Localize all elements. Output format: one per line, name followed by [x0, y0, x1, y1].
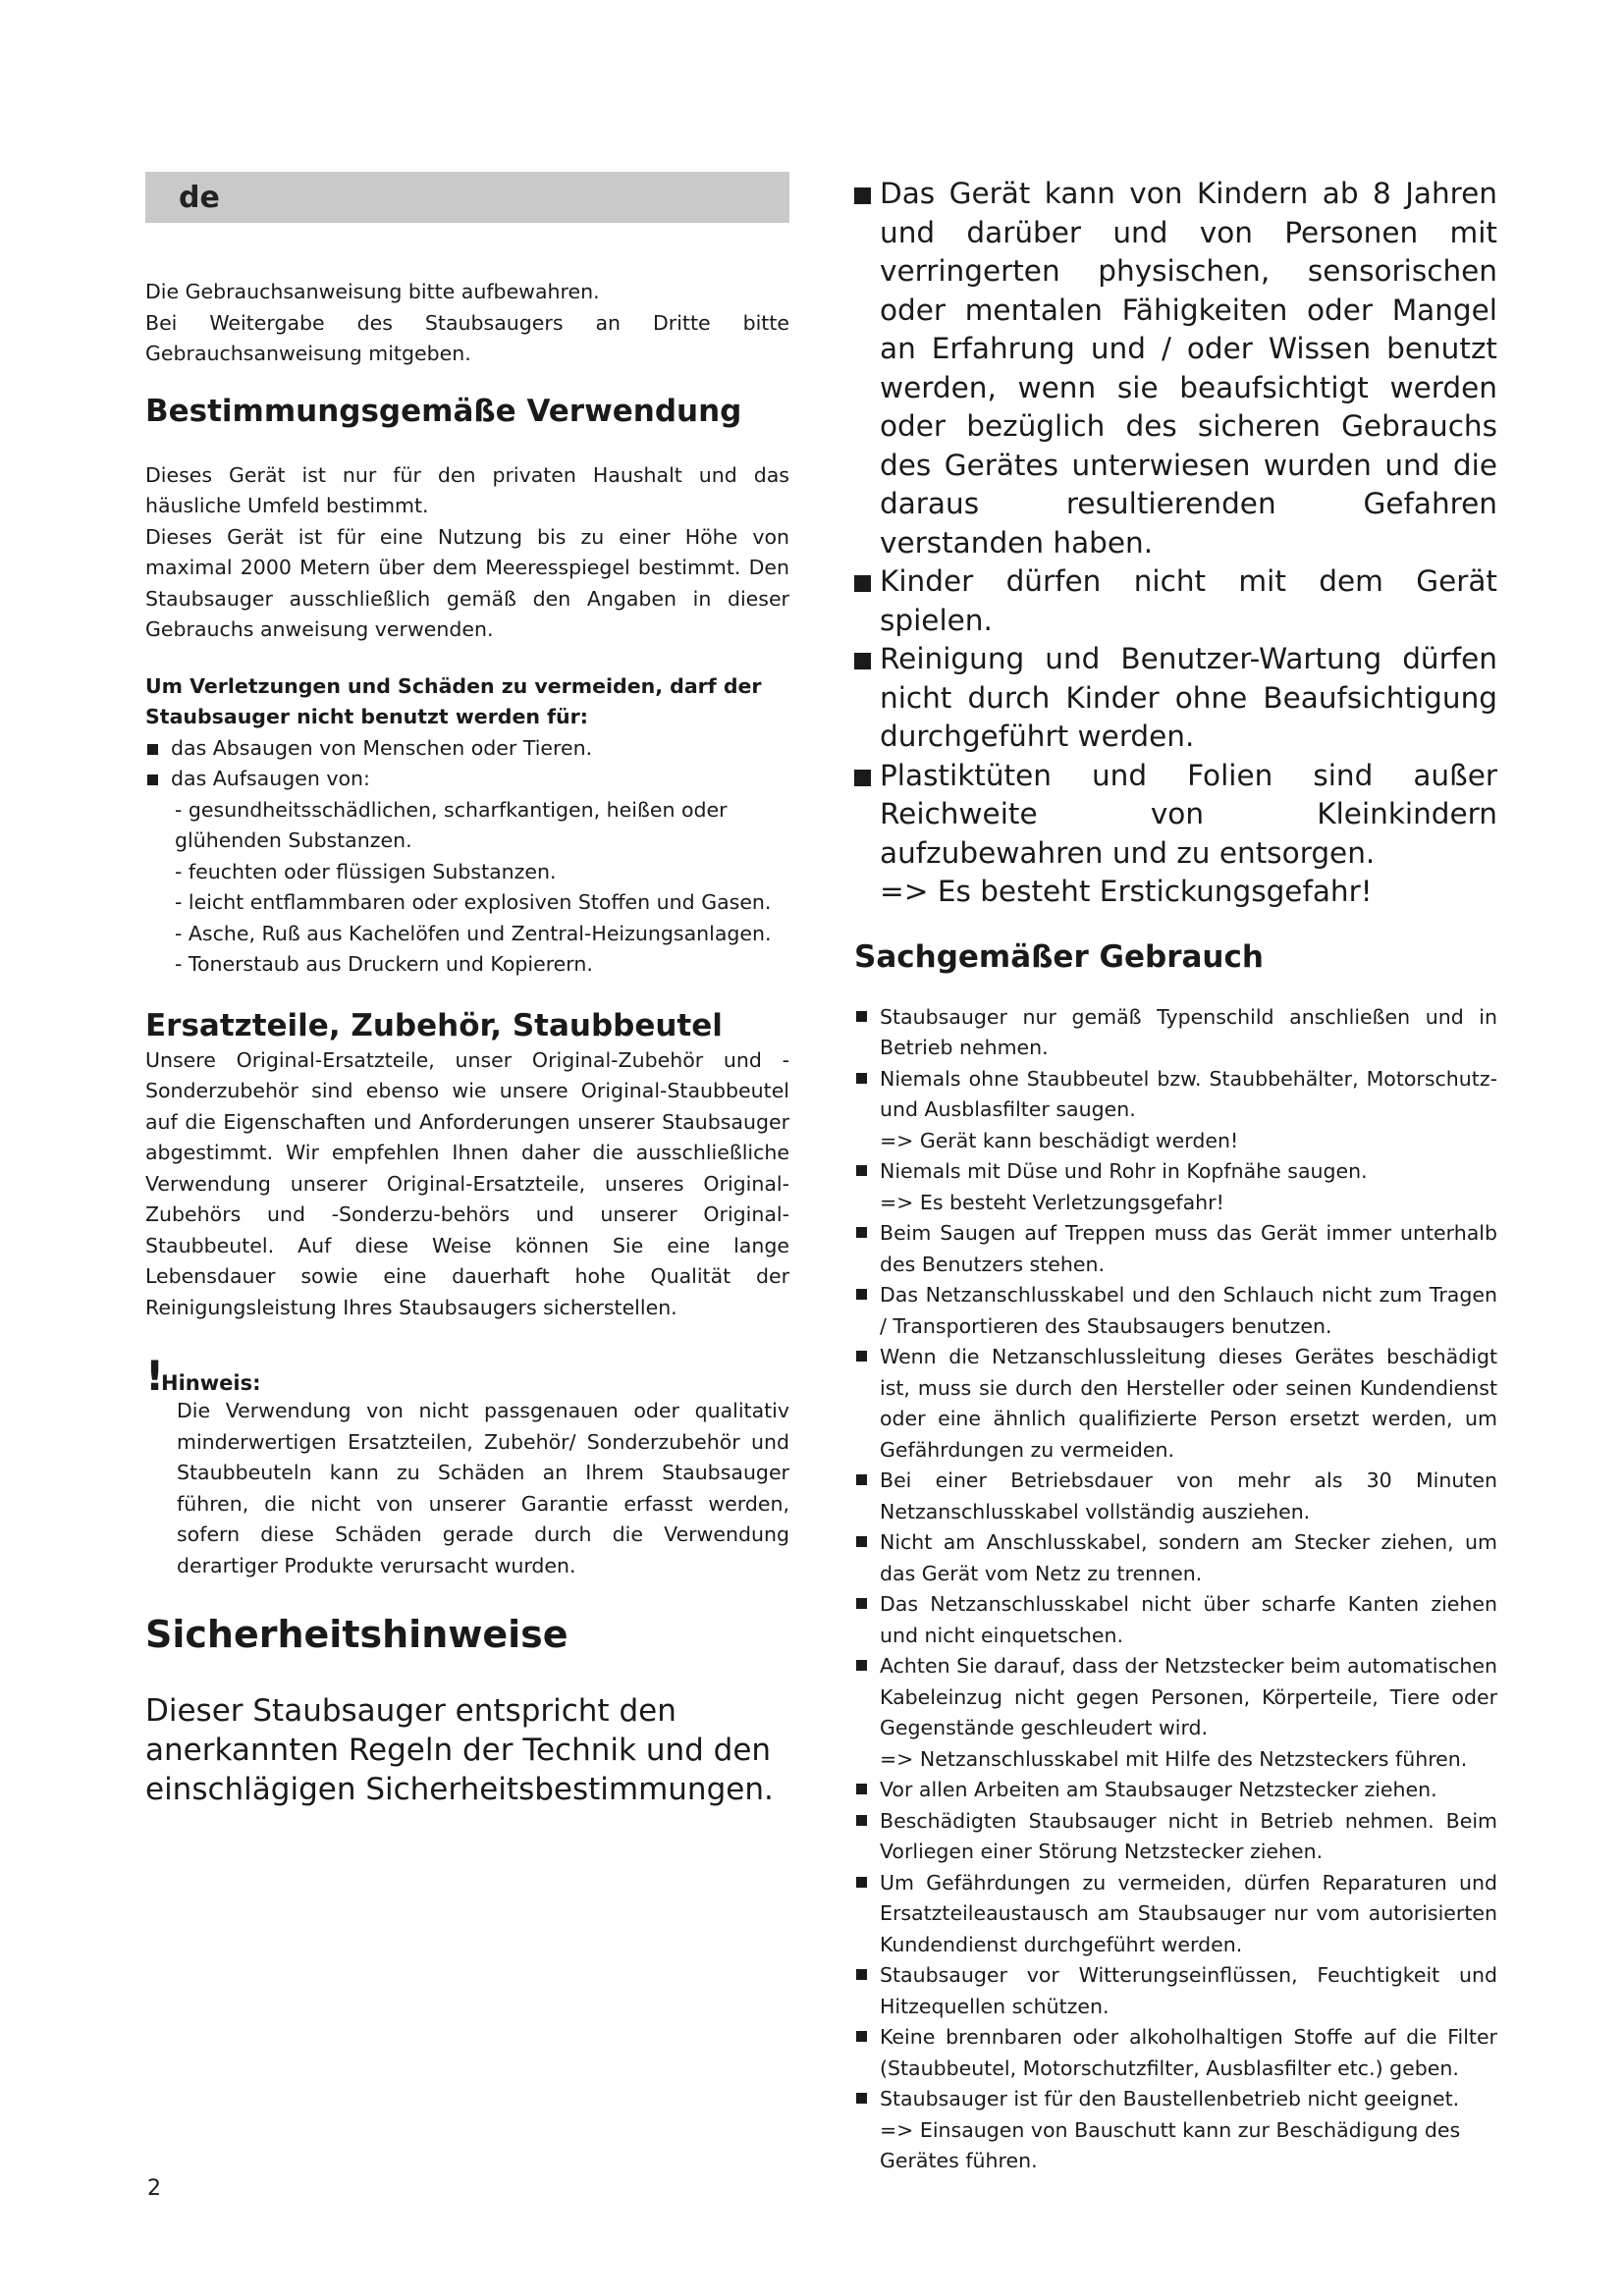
section-title-safety: Sicherheitshinweise [145, 1613, 568, 1656]
list-item [854, 1342, 1497, 1466]
list-item [854, 1064, 1497, 1157]
note-text: Die Verwendung von nicht passgenauen oder qualitativ minderwertigen Ersatzteilen, Zubehör/ Sonderzubehör und Staubbeuteln kann zu Schäden an Ihrem Staubsauger führen, die nicht von unserer Garantie erfasst werden, sofern diese Schäden gerade durch die Verwendung derartiger Produkte verursacht wurden. [177, 1399, 789, 1577]
section-title-usage: Bestimmungsgemäße Verwendung [145, 393, 742, 429]
intro-section [145, 277, 789, 370]
list-item-note: => Es besteht Verletzungsgefahr! [880, 1190, 1224, 1214]
list-item-text: Das Netzanschlusskabel und den Schlauch nicht zum Tragen / Transportieren des Staubsaugers benutzen. [880, 1283, 1497, 1338]
list-item-text: Nicht am Anschlusskabel, sondern am Stecker ziehen, um das Gerät vom Netz zu trennen. [880, 1530, 1497, 1585]
list-item-text: Niemals ohne Staubbeutel bzw. Staubbehälter, Motorschutz- und Ausblasfilter saugen. [880, 1066, 1497, 1121]
list-item-note: => Netzanschlusskabel mit Hilfe des Netzsteckers führen. [880, 1746, 1468, 1771]
language-code: de [179, 180, 220, 215]
list-subitem: - Asche, Ruß aus Kachelöfen und Zentral-Heizungsanlagen. [175, 921, 772, 945]
note-header [145, 1352, 789, 1400]
list-item [854, 1156, 1497, 1218]
list-item-text: Vor allen Arbeiten am Staubsauger Netzstecker ziehen. [880, 1778, 1437, 1801]
list-item-note: => Einsaugen von Bauschutt kann zur Beschädigung des Gerätes führen. [880, 2117, 1461, 2172]
list-item-text: Staubsauger nur gemäß Typenschild anschließen und in Betrieb nehmen. [880, 1004, 1497, 1059]
list-item-text: Beim Saugen auf Treppen muss das Gerät immer unterhalb des Benutzers stehen. [880, 1221, 1497, 1276]
list-subitem: - gesundheitsschädlichen, scharfkantigen, heißen oder glühenden Substanzen. [175, 797, 728, 852]
intro-line: Bei Weitergabe des Staubsaugers an Dritte bitte Gebrauchsanweisung mitgeben. [145, 310, 789, 365]
list-subitem: - leicht entflammbaren oder explosiven Stoffen und Gasen. [175, 890, 772, 914]
list-item [854, 1527, 1497, 1589]
suffocation-warning: => Es besteht Erstickungsgefahr! [880, 875, 1373, 908]
list-item [854, 1466, 1497, 1527]
note-box [145, 1352, 789, 1581]
list-item [854, 1775, 1497, 1806]
list-item: Reinigung und Benutzer-Wartung dürfen nicht durch Kinder ohne Beaufsichtigung durchgeführt werden. [854, 640, 1497, 757]
list-item-text: Beschädigten Staubsauger nicht in Betrieb nehmen. Beim Vorliegen einer Störung Netzstecker ziehen. [880, 1808, 1497, 1863]
list-item-text: Staubsauger vor Witterungseinflüssen, Feuchtigkeit und Hitzequellen schützen. [880, 1963, 1497, 2018]
section-title-proper-use: Sachgemäßer Gebrauch [854, 938, 1264, 975]
note-title: Hinweis: [161, 1371, 261, 1395]
right-column [854, 175, 1497, 2177]
usage-paragraph: Dieses Gerät ist für eine Nutzung bis zu einer Höhe von maximal 2000 Metern über dem Meeresspiegel bestimmt. Den Staubsauger ausschließlich gemäß den Angaben in dieser Gebrauchs anweisung verwenden. [145, 524, 789, 641]
list-item-text: Um Gefährdungen zu vermeiden, dürfen Reparaturen und Ersatzteileaustausch am Staubsauger nur vom autorisierten Kundendienst durchgeführt werden. [880, 1870, 1497, 1956]
list-item: das Aufsaugen von: [145, 764, 789, 795]
list-item: das Absaugen von Menschen oder Tieren. [145, 733, 789, 765]
list-subitem: - Tonerstaub aus Druckern und Kopierern. [175, 952, 593, 976]
list-item: Kinder dürfen nicht mit dem Gerät spielen. [854, 562, 1497, 640]
list-item [854, 1218, 1497, 1280]
list-subitem: - feuchten oder flüssigen Substanzen. [175, 859, 557, 883]
list-item-text: Achten Sie darauf, dass der Netzstecker beim automatischen Kabeleinzug nicht gegen Personen, Körperteile, Tiere oder Gegenstände geschleudert wird. [880, 1654, 1497, 1739]
list-item [854, 1960, 1497, 2022]
section-title-parts: Ersatzteile, Zubehör, Staubbeutel [145, 1007, 723, 1043]
intro-line: Die Gebrauchsanweisung bitte aufbewahren. [145, 280, 600, 303]
list-item: Das Gerät kann von Kindern ab 8 Jahren und darüber und von Personen mit verringerten physischen, sensorischen oder mentalen Fähigkeiten oder Mangel an Erfahrung und / oder Wissen benutzt werden, wenn sie beaufsichtigt werden oder bezüglich des sicheren Gebrauchs des Gerätes unterwiesen wurden und die daraus resultierenden Gefahren verstanden haben. [854, 175, 1497, 562]
list-item: Plastiktüten und Folien sind außer Reichweite von Kleinkindern aufzubewahren und zu entsorgen. [854, 757, 1497, 874]
list-item [854, 2084, 1497, 2177]
parts-paragraph: Unsere Original-Ersatzteile, unser Original-Zubehör und -Sonderzubehör sind ebenso wie unsere Original-Staubbeutel auf die Eigenschaften und Anforderungen unserer Staubsauger abgestimmt. Wir empfehlen Ihnen daher die ausschließliche Verwendung unserer Original-Ersatzteile, unseres Original-Zubehörs und -Sonderzu-behörs und unserer Original-Staubbeutel. Auf diese Weise können Sie eine lange Lebensdauer sowie eine dauerhaft hohe Qualität der Reinigungsleistung Ihres Staubsaugers sicherstellen. [145, 1047, 789, 1319]
warning-title: Um Verletzungen und Schäden zu vermeiden, darf der Staubsauger nicht benutzt werden für: [145, 673, 762, 728]
warning-list [145, 733, 789, 795]
usage-paragraph: Dieses Gerät ist nur für den privaten Haushalt und das häusliche Umfeld bestimmt. [145, 462, 789, 517]
list-item [854, 1589, 1497, 1651]
list-item [854, 1280, 1497, 1342]
list-item [854, 1806, 1497, 1868]
list-item-text: Niemals mit Düse und Rohr in Kopfnähe saugen. [880, 1159, 1368, 1183]
child-safety-list [854, 175, 1497, 873]
list-item [854, 2022, 1497, 2084]
warning-sublist [145, 795, 789, 981]
list-item-text: Das Netzanschlusskabel nicht über scharfe Kanten ziehen und nicht einquetschen. [880, 1592, 1497, 1647]
exclamation-icon: ! [145, 1352, 165, 1400]
list-item-text: Staubsauger ist für den Baustellenbetrieb nicht geeignet. [880, 2087, 1460, 2110]
list-item-text: Bei einer Betriebsdauer von mehr als 30 Minuten Netzanschlusskabel vollständig ausziehen. [880, 1468, 1497, 1523]
safety-lead: Dieser Staubsauger entspricht den anerkannten Regeln der Technik und den einschlägigen Sicherheitsbestimmungen. [145, 1693, 774, 1807]
proper-use-list [854, 1002, 1497, 2177]
list-item-text: Keine brennbaren oder alkoholhaltigen Stoffe auf die Filter (Staubbeutel, Motorschutzfilter, Ausblasfilter etc.) geben. [880, 2025, 1497, 2080]
language-header [145, 172, 789, 223]
list-item [854, 1868, 1497, 1961]
list-item-text: Wenn die Netzanschlussleitung dieses Gerätes beschädigt ist, muss sie durch den Hersteller oder seinen Kundendienst oder eine ähnlich qualifizierte Person ersetzt werden, um Gefährdungen zu vermeiden. [880, 1345, 1497, 1462]
list-item [854, 1002, 1497, 1064]
list-item-note: => Gerät kann beschädigt werden! [880, 1128, 1239, 1152]
page-number: 2 [147, 2176, 161, 2201]
list-item [854, 1651, 1497, 1775]
left-column [145, 172, 789, 1809]
